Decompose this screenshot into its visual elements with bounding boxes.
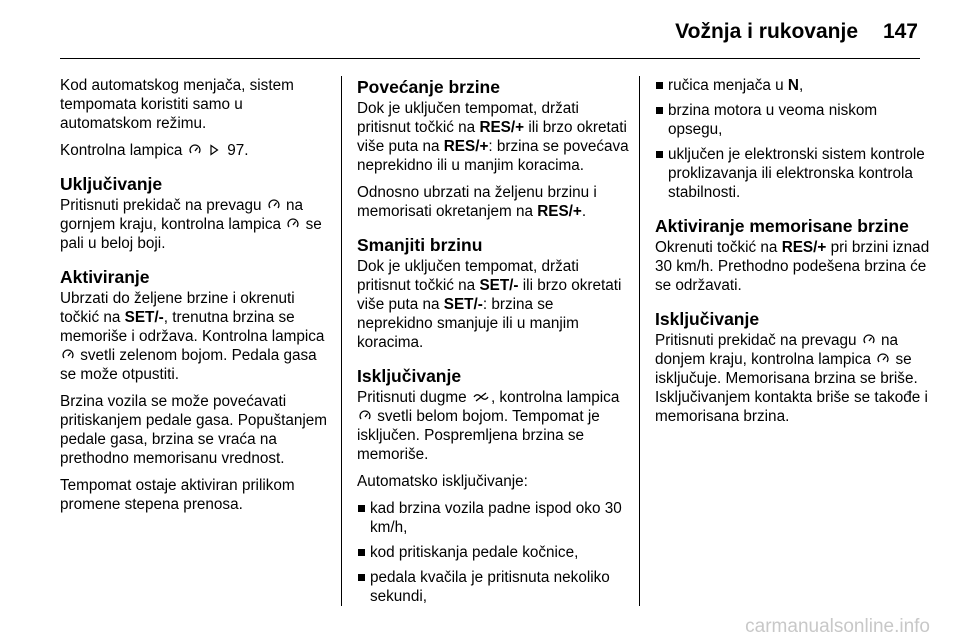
header-rule <box>60 58 920 59</box>
paragraph: Tempomat ostaje aktiviran prilikom promene stepena prenosa. <box>60 477 295 513</box>
paragraph: Ubrzati do željene brzine i okrenuti točkić na SET/-, trenutna brzina se memoriše i održava. Kontrolna lampica svetli zelenom bojom. Pedala gasa se može otpustiti. <box>60 290 325 383</box>
section-heading: Aktiviranje <box>60 267 150 287</box>
paragraph: Pritisnuti dugme , kontrolna lampica svetli belom bojom. Tempomat je isključen. Pospremljena brzina se memoriše. <box>357 389 620 463</box>
paragraph: Dok je uključen tempomat, držati pritisnut točkić na SET/- ili brzo okretati više puta na SET/-: brzina se neprekidno smanjuje ili u manjim koracima. <box>357 258 622 351</box>
paragraph: Pritisnuti prekidač na prevagu na gornjem kraju, kontrolna lampica se pali u beloj boji. <box>60 197 322 252</box>
page-reference-icon <box>209 144 221 156</box>
section-heading: Uključivanje <box>60 174 163 194</box>
column-divider <box>341 76 342 606</box>
list-item: kod pritiskanja pedale kočnice, <box>357 543 629 562</box>
paragraph: Dok je uključen tempomat, držati pritisnut točkić na RES/+ ili brzo okretati više puta na RES/+: brzina se povećava neprekidno ili u manjim koracima. <box>357 100 629 174</box>
column-3 <box>655 76 930 434</box>
paragraph: Automatsko isključivanje: <box>357 473 528 490</box>
section-heading: Aktiviranje memorisane brzine <box>655 216 909 236</box>
cruise-control-icon <box>863 334 875 346</box>
cruise-control-icon <box>62 349 74 361</box>
page-number: 147 <box>882 20 918 43</box>
watermark: carmanualsonline.info <box>745 616 930 637</box>
cruise-control-icon <box>189 144 201 156</box>
cruise-control-icon <box>287 218 299 230</box>
page-header-title: Vožnja i rukovanje <box>675 20 858 43</box>
cruise-control-icon <box>877 353 889 365</box>
list-item: ručica menjača u N, <box>655 76 930 95</box>
bullet-list <box>655 76 930 202</box>
list-item: brzina motora u veoma niskom opsegu, <box>655 101 930 139</box>
paragraph: Okrenuti točkić na RES/+ pri brzini iznad 30 km/h. Prethodno podešena brzina će se održavati. <box>655 239 930 294</box>
paragraph: Odnosno ubrzati na željenu brzinu i memorisati okretanjem na RES/+. <box>357 184 597 220</box>
column-divider <box>639 76 640 606</box>
column-1 <box>60 76 330 522</box>
paragraph: Kod automatskog menjača, sistem tempomata koristiti samo u automatskom režimu. <box>60 77 294 132</box>
list-item: pedala kvačila je pritisnuta nekoliko sekundi, <box>357 568 629 606</box>
column-2 <box>357 76 629 612</box>
section-heading: Isključivanje <box>357 366 462 386</box>
section-heading: Isključivanje <box>655 309 760 329</box>
cancel-button-icon <box>473 391 489 403</box>
paragraph: Pritisnuti prekidač na prevagu na donjem kraju, kontrolna lampica se isključuje. Memorisana brzina se briše. Isključivanjem kontakta briše se takođe i memorisana brzina. <box>655 332 928 425</box>
section-heading: Povećanje brzine <box>357 77 500 97</box>
list-item: uključen je elektronski sistem kontrole proklizavanja ili elektronska kontrola stabilnosti. <box>655 145 930 202</box>
bullet-list <box>357 499 629 606</box>
section-heading: Smanjiti brzinu <box>357 235 483 255</box>
cruise-control-icon <box>359 410 371 422</box>
paragraph: Kontrolna lampica 97. <box>60 142 249 159</box>
list-item: kad brzina vozila padne ispod oko 30 km/h, <box>357 499 629 537</box>
paragraph: Brzina vozila se može povećavati pritiskanjem pedale gasa. Popuštanjem pedale gasa, brzina se vraća na prethodno memorisanu vrednost. <box>60 393 328 467</box>
cruise-control-icon <box>268 199 280 211</box>
